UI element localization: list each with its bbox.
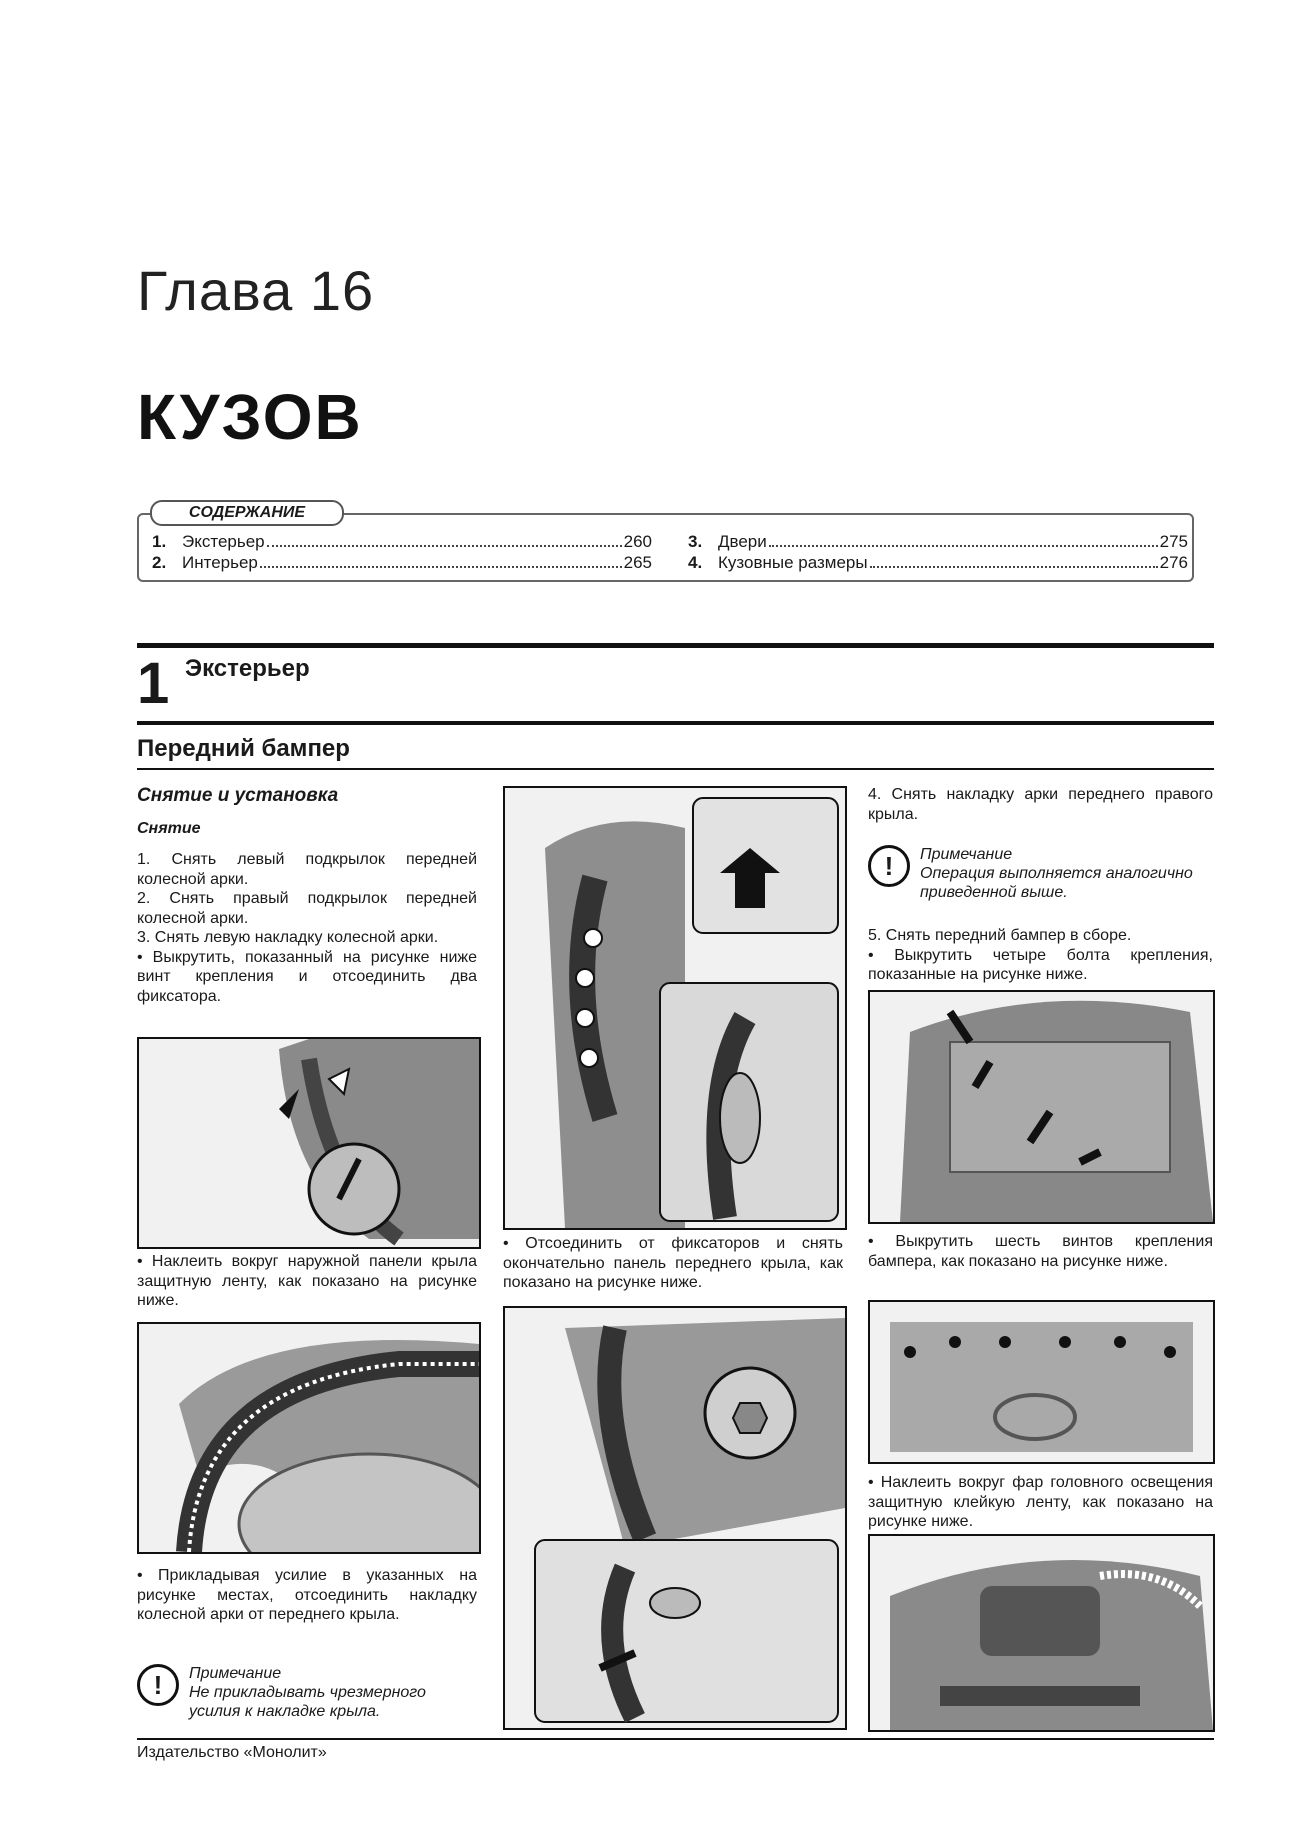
toc-leader bbox=[260, 553, 622, 568]
section-number: 1 bbox=[137, 651, 170, 716]
warning-icon: ! bbox=[137, 1664, 179, 1706]
figure-fender-clips bbox=[503, 1306, 847, 1730]
note-label: Примечание bbox=[189, 1665, 282, 1682]
warning-icon: ! bbox=[868, 845, 910, 887]
col1-text-block bbox=[137, 850, 477, 1006]
paragraph: 4. Снять накладку арки переднего правого крыла. bbox=[868, 786, 1213, 823]
toc-text: Экстерьер bbox=[182, 532, 265, 551]
paragraph: 3. Снять левую накладку колесной арки. bbox=[137, 929, 439, 946]
toc-page: 265 bbox=[623, 553, 652, 572]
toc-page: 275 bbox=[1159, 532, 1188, 551]
paragraph: • Прикладывая усилие в указанных на рисунке местах, отсоединить накладку колесной арки от переднего крыла. bbox=[137, 1567, 477, 1623]
fender-panel-illustration bbox=[505, 788, 845, 1228]
section-rule-top bbox=[137, 643, 1214, 648]
toc-num: 3. bbox=[688, 532, 703, 551]
toc-page: 260 bbox=[623, 532, 652, 551]
subsection-title: Передний бампер bbox=[137, 735, 350, 762]
chapter-number: Глава 16 bbox=[137, 259, 375, 322]
paragraph: • Наклеить вокруг фар головного освещения защитную клейкую ленту, как показано на рисунке ниже. bbox=[868, 1474, 1213, 1530]
toc-num: 1. bbox=[152, 532, 167, 551]
col3-text-block bbox=[868, 926, 1213, 985]
toc-item[interactable] bbox=[688, 553, 1188, 573]
front-end-illustration bbox=[870, 1536, 1213, 1730]
paragraph: • Выкрутить четыре болта крепления, показанные на рисунке ниже. bbox=[868, 946, 1213, 983]
paragraph: 1. Снять левый подкрылок передней колесной арки. bbox=[137, 851, 477, 888]
toc-num: 4. bbox=[688, 553, 703, 572]
paragraph: • Отсоединить от фиксаторов и снять окончательно панель переднего крыла, как показано на рисунке ниже. bbox=[503, 1235, 843, 1291]
note-label: Примечание bbox=[920, 846, 1013, 863]
toc-item[interactable] bbox=[688, 532, 1188, 552]
footer-rule bbox=[137, 1738, 1214, 1740]
note-text: Операция выполняется аналогично приведенной выше. bbox=[920, 865, 1193, 901]
paragraph: • Наклеить вокруг наружной панели крыла защитную ленту, как показано на рисунке ниже. bbox=[137, 1253, 477, 1309]
toc-text: Кузовные размеры bbox=[718, 553, 868, 572]
toc-text: Двери bbox=[718, 532, 767, 551]
toc-page: 276 bbox=[1159, 553, 1188, 572]
fender-tape-illustration bbox=[139, 1324, 479, 1552]
fender-illustration bbox=[139, 1039, 479, 1247]
figure-fender-screws bbox=[137, 1037, 481, 1249]
subsection-rule bbox=[137, 768, 1214, 770]
toc-item[interactable] bbox=[152, 532, 652, 552]
col1-subheading: Снятие bbox=[137, 820, 201, 837]
figure-headlight-tape bbox=[868, 1534, 1215, 1732]
note-text: Не прикладывать чрезмерного усилия к накладке крыла. bbox=[189, 1684, 426, 1720]
figure-fender-panel bbox=[503, 786, 847, 1230]
toc-text: Интерьер bbox=[182, 553, 258, 572]
note bbox=[868, 845, 1213, 902]
figure-bumper-screws bbox=[868, 1300, 1215, 1464]
figure-fender-tape bbox=[137, 1322, 481, 1554]
paragraph: 2. Снять правый подкрылок передней колесной арки. bbox=[137, 890, 477, 927]
toc-label: СОДЕРЖАНИЕ bbox=[150, 500, 344, 526]
paragraph: • Выкрутить шесть винтов крепления бампера, как показано на рисунке ниже. bbox=[868, 1233, 1213, 1270]
toc-leader bbox=[769, 532, 1158, 547]
chapter-title: КУЗОВ bbox=[137, 381, 363, 453]
publisher: Издательство «Монолит» bbox=[137, 1744, 327, 1761]
section-rule-bottom bbox=[137, 721, 1214, 725]
engine-bay-illustration bbox=[870, 992, 1213, 1222]
paragraph: 5. Снять передний бампер в сборе. bbox=[868, 927, 1132, 944]
col1-heading: Снятие и установка bbox=[137, 785, 339, 806]
note bbox=[137, 1664, 477, 1721]
figure-engine-bay-bolts bbox=[868, 990, 1215, 1224]
bumper-underside-illustration bbox=[870, 1302, 1213, 1462]
toc-item[interactable] bbox=[152, 553, 652, 573]
paragraph: • Выкрутить, показанный на рисунке ниже винт крепления и отсоединить два фиксатора. bbox=[137, 948, 477, 1005]
toc-leader bbox=[267, 532, 622, 547]
section-title: Экстерьер bbox=[185, 655, 310, 682]
toc-num: 2. bbox=[152, 553, 167, 572]
toc-leader bbox=[870, 553, 1158, 568]
fender-clips-illustration bbox=[505, 1308, 845, 1728]
